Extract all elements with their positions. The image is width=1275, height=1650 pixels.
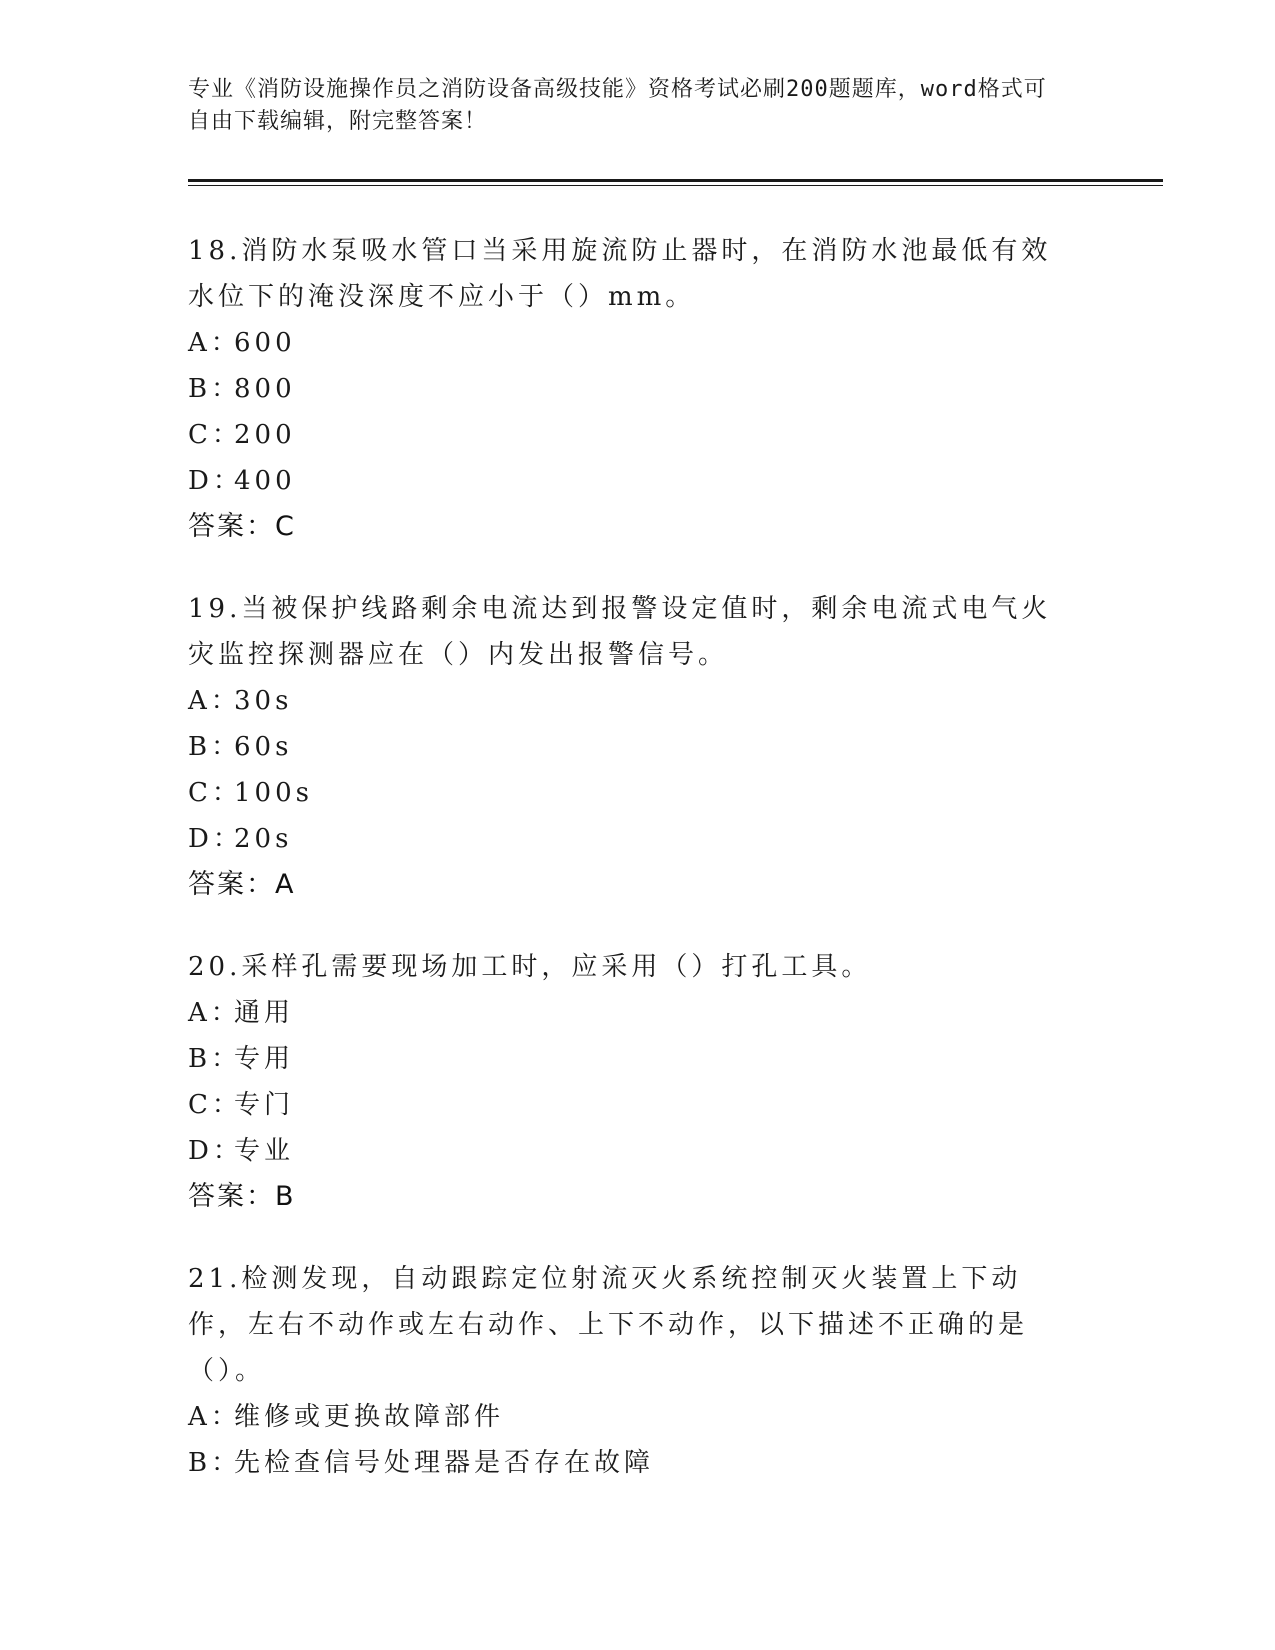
option-d [188, 816, 1078, 862]
question-text: 20.采样孔需要现场加工时，应采用（）打孔工具。 [188, 952, 872, 982]
option-a [188, 1394, 1078, 1440]
option-value: 100s [234, 778, 313, 808]
option-b [188, 1036, 1078, 1082]
option-value: 专用 [234, 1044, 295, 1074]
option-letter: C： [188, 420, 242, 450]
option-letter: D： [188, 1136, 243, 1166]
option-b [188, 1440, 1078, 1486]
question-text: 18.消防水泵吸水管口当采用旋流防止器时，在消防水池最低有效水位下的淹没深度不应小于（）mm。 [188, 236, 1052, 312]
option-d [188, 1128, 1078, 1174]
option-value: 通用 [234, 998, 295, 1028]
option-letter: B： [188, 1448, 242, 1478]
option-letter: B： [188, 374, 242, 404]
header-divider-thick [188, 179, 1163, 182]
answer-line: 答案：A [188, 869, 296, 900]
option-letter: A： [188, 1402, 241, 1432]
option-letter: C： [188, 1090, 242, 1120]
option-letter: B： [188, 1044, 242, 1074]
header-divider-thin [188, 185, 1163, 186]
option-value: 400 [234, 466, 296, 496]
option-c [188, 770, 1078, 816]
option-value: 20s [234, 824, 293, 854]
option-b [188, 724, 1078, 770]
option-c [188, 412, 1078, 458]
question-21 [188, 1256, 1078, 1486]
option-letter: D： [188, 824, 243, 854]
question-18 [188, 228, 1078, 550]
option-letter: B： [188, 732, 242, 762]
option-value: 专门 [234, 1090, 295, 1120]
question-20 [188, 944, 1078, 1220]
question-text: 21.检测发现，自动跟踪定位射流灭火系统控制灭火装置上下动作，左右不动作或左右动作、上下不动作，以下描述不正确的是（）。 [188, 1264, 1029, 1386]
option-value: 60s [234, 732, 293, 762]
answer-line: 答案：C [188, 511, 296, 542]
answer-line: 答案：B [188, 1181, 296, 1212]
page-header: 专业《消防设施操作员之消防设备高级技能》资格考试必刷200题题库，word格式可自由下载编辑，附完整答案！ [188, 77, 1047, 134]
option-letter: A： [188, 328, 241, 358]
option-value: 30s [234, 686, 293, 716]
option-letter: A： [188, 686, 241, 716]
option-c [188, 1082, 1078, 1128]
question-text: 19.当被保护线路剩余电流达到报警设定值时，剩余电流式电气火灾监控探测器应在（）内发出报警信号。 [188, 594, 1052, 670]
option-a [188, 990, 1078, 1036]
option-letter: C： [188, 778, 242, 808]
option-letter: D： [188, 466, 243, 496]
question-19 [188, 586, 1078, 908]
option-d [188, 458, 1078, 504]
option-value: 600 [234, 328, 296, 358]
option-a [188, 320, 1078, 366]
option-value: 维修或更换故障部件 [234, 1402, 505, 1432]
option-value: 专业 [234, 1136, 295, 1166]
option-value: 先检查信号处理器是否存在故障 [234, 1448, 655, 1478]
option-value: 800 [234, 374, 296, 404]
option-letter: A： [188, 998, 241, 1028]
option-value: 200 [234, 420, 296, 450]
option-b [188, 366, 1078, 412]
option-a [188, 678, 1078, 724]
